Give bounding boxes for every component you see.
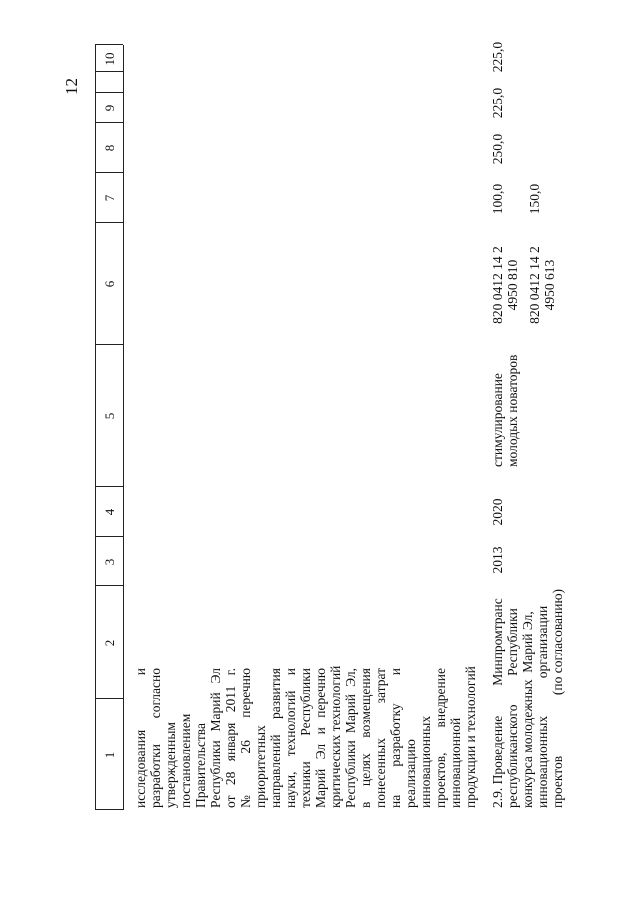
text-line: понесенных затрат [373, 668, 388, 808]
text-line: конкурса молодежных [520, 679, 535, 808]
text-line: в целях возмещения [358, 668, 373, 808]
row2-col2-text [490, 586, 565, 698]
page-number: 12 [62, 78, 81, 95]
header-top-line [95, 45, 96, 810]
text-line: Марий Эл, [520, 611, 535, 673]
column-number: 9 [102, 104, 117, 112]
text-line: постановлением [178, 713, 193, 808]
text-line: инновационной [448, 717, 463, 808]
col-separator [95, 536, 123, 537]
text-line: Минпромтранс [490, 598, 505, 686]
column-number: 5 [102, 412, 117, 420]
text-line: Республики [505, 608, 520, 676]
text-line: Правительства [193, 723, 208, 808]
text-line: на разработку и [388, 668, 403, 808]
text-line: 820 0412 14 2 [527, 246, 542, 324]
text-line: науки, технологий и [283, 668, 298, 808]
col-separator [95, 172, 123, 173]
row1-col1-text [133, 665, 478, 808]
text-line: проектов [550, 755, 565, 808]
column-number: 6 [102, 280, 117, 288]
column-number: 1 [102, 751, 117, 759]
text-line: проектов, внедрение [433, 668, 448, 808]
row2-col8-value: 250,0 [490, 133, 505, 165]
text-line: 4950 810 [505, 259, 520, 311]
text-line: от 28 января 2011 г. [223, 668, 238, 808]
row2-col9-value: 225,0 [490, 87, 505, 119]
text-line: (по согласованию) [550, 588, 565, 696]
column-number: 4 [102, 508, 117, 516]
col-separator [95, 222, 123, 223]
text-line: техники Республики [298, 668, 313, 808]
text-line: исследования и [133, 668, 148, 808]
row2-col7-value-a: 100,0 [490, 183, 505, 215]
column-number: 8 [102, 144, 117, 152]
column-number: 10 [102, 52, 117, 66]
row2-col10-value: 225,0 [490, 41, 505, 73]
text-line: инновационных [418, 715, 433, 808]
row2-col4-end-year: 2020 [490, 498, 505, 526]
text-line: Республики Марий Эл [208, 668, 223, 808]
row2-col6-code-a [490, 228, 520, 342]
col-separator [95, 486, 123, 487]
column-number: 2 [102, 639, 117, 647]
col-separator [95, 809, 123, 810]
text-line: организации [535, 605, 550, 679]
text-line: продукции и технологий [463, 666, 478, 808]
text-line: реализацию [403, 739, 418, 808]
row2-col5-text [490, 347, 520, 467]
text-line: молодых новаторов [505, 354, 520, 467]
text-line: республиканского [505, 704, 520, 808]
text-line: разработки согласно [148, 668, 163, 808]
text-line: № 26 перечню [238, 668, 253, 808]
col-separator [95, 344, 123, 345]
row2-col3-start-year: 2013 [490, 546, 505, 574]
text-line: стимулирование [490, 373, 505, 467]
text-line: инновационных [535, 715, 550, 808]
text-line: Республики Марий Эл, [343, 668, 358, 808]
text-line: критических технологий [328, 665, 343, 808]
text-line: Марий Эл и перечню [313, 668, 328, 808]
column-number: 3 [102, 558, 117, 566]
text-line: 2.9. Проведение [490, 715, 505, 808]
column-number: 7 [102, 194, 117, 202]
text-line: направлений развития [268, 668, 283, 808]
col-separator [95, 585, 123, 586]
text-line: 820 0412 14 2 [490, 246, 505, 324]
text-line: утвержденным [163, 722, 178, 808]
row2-col6-code-b [527, 228, 557, 342]
text-line: приоритетных [253, 725, 268, 808]
text-line: 4950 613 [542, 259, 557, 311]
col-separator [95, 698, 123, 699]
row2-col7-value-b: 150,0 [527, 183, 542, 215]
header-bottom-line [123, 45, 124, 810]
